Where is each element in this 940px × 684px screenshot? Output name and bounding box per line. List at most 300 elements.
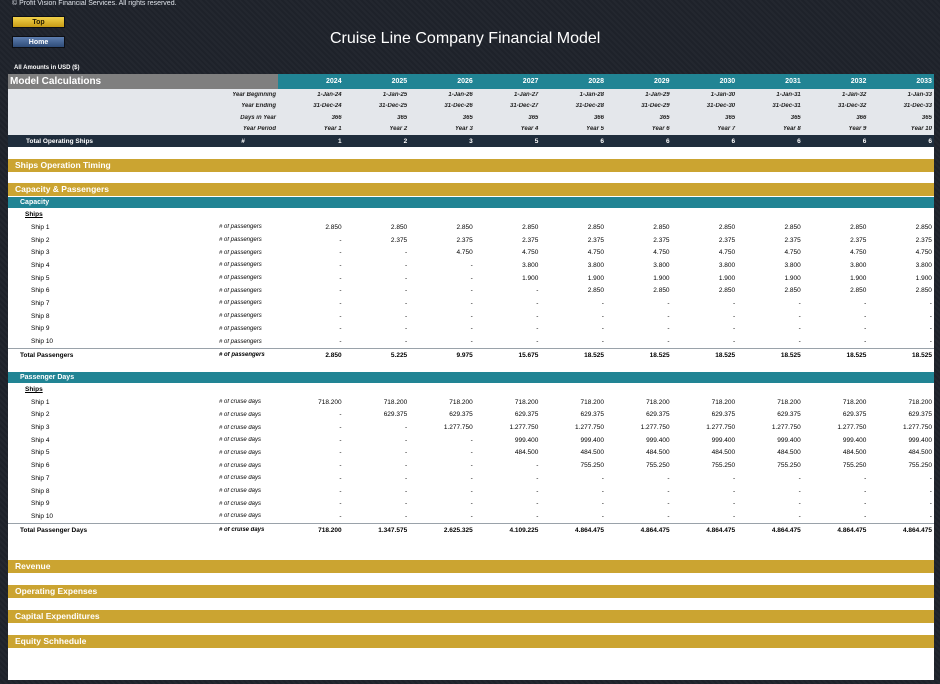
cell: -: [339, 512, 342, 520]
cell: 3.800: [587, 261, 604, 269]
cell: -: [536, 462, 539, 470]
unit-label: # of cruise days: [219, 488, 262, 495]
cell: 755.250: [842, 462, 867, 470]
cell: -: [536, 287, 539, 295]
cell: 629.375: [777, 411, 801, 419]
cell: 1.900: [653, 274, 670, 282]
ship-name: Ship 1: [31, 223, 50, 231]
cell: 18.525: [649, 351, 670, 359]
cell: -: [339, 500, 342, 508]
cell: 1.900: [850, 274, 867, 282]
cell: 2.375: [587, 236, 604, 244]
cell: -: [339, 338, 342, 346]
year-header: 2031: [737, 74, 803, 89]
cell: 3.800: [784, 261, 801, 269]
cell: -: [339, 299, 342, 307]
cell: 2.850: [653, 287, 670, 295]
cell: 31-Dec-30: [706, 103, 736, 110]
cell: -: [470, 449, 473, 457]
cell: 1-Jan-33: [907, 91, 932, 98]
row-label: Year Ending: [241, 103, 276, 110]
cell: 999.400: [842, 436, 867, 444]
cell: 1.277.750: [575, 424, 604, 432]
cell: -: [470, 287, 473, 295]
cell: 18.525: [584, 351, 604, 359]
cell: 6: [665, 137, 670, 145]
cell: Year 5: [586, 126, 604, 133]
cell: 6: [731, 137, 736, 145]
cell: -: [864, 512, 867, 520]
cell: -: [405, 274, 408, 282]
cell: 755.250: [580, 462, 604, 470]
cell: -: [864, 487, 867, 495]
year-header: 2028: [540, 74, 606, 89]
cell: 4.750: [784, 249, 801, 257]
row-label: Year Beginning: [232, 91, 276, 98]
cell: 1-Jan-25: [382, 91, 408, 98]
spreadsheet-area: [8, 74, 934, 680]
cell: 629.375: [514, 411, 539, 419]
cell: -: [536, 338, 539, 346]
cell: 629.375: [646, 411, 670, 419]
cell: -: [339, 436, 342, 444]
cell: -: [405, 261, 408, 269]
cell: -: [864, 500, 867, 508]
cell: Year 7: [717, 126, 736, 133]
cell: Year 8: [782, 126, 801, 133]
table-row: [8, 485, 934, 498]
cell: 365: [397, 114, 408, 121]
cell: -: [470, 312, 473, 320]
cell: -: [339, 474, 342, 482]
cell: 2: [403, 137, 408, 145]
cell: -: [667, 312, 670, 320]
cell: 366: [331, 114, 342, 121]
cell: -: [405, 325, 408, 333]
cell: 1.277.750: [837, 424, 867, 432]
cell: 718.200: [908, 398, 932, 406]
cell: -: [536, 325, 539, 333]
cell: 6: [600, 137, 604, 145]
cell: 2.850: [784, 223, 801, 231]
cell: -: [929, 474, 932, 482]
cell: 6: [862, 137, 867, 145]
cell: -: [405, 436, 408, 444]
cell: 2.375: [456, 236, 473, 244]
cell: 484.500: [580, 449, 604, 457]
unit-label: # of cruise days: [219, 411, 262, 418]
table-row: [8, 447, 934, 460]
table-row: [8, 472, 934, 485]
cell: 999.400: [711, 436, 736, 444]
cell: 4.864.475: [837, 526, 867, 534]
cell: -: [732, 299, 736, 307]
table-row: [8, 421, 934, 434]
section-capital-expenditures[interactable]: Capital Expenditures: [8, 610, 934, 623]
table-row: [8, 259, 934, 272]
year-header: 2030: [672, 74, 738, 89]
cell: -: [405, 312, 408, 320]
timeline-row: [8, 112, 934, 124]
cell: 2.850: [718, 287, 736, 295]
unit-label: # of passengers: [219, 262, 262, 269]
cell: -: [864, 299, 867, 307]
cell: -: [929, 312, 932, 320]
cell: 15.675: [518, 351, 539, 359]
cell: 6: [797, 137, 801, 145]
cell: -: [536, 500, 539, 508]
cell: 4.864.475: [640, 526, 670, 534]
ship-name: Ship 3: [31, 249, 50, 257]
section-capacity-passengers[interactable]: Capacity & Passengers: [8, 183, 934, 196]
cell: 4.864.475: [575, 526, 604, 534]
cell: 3.800: [718, 261, 736, 269]
unit-label: #: [241, 137, 245, 145]
cell: 2.850: [850, 223, 867, 231]
cell: -: [929, 512, 932, 520]
table-row: [8, 246, 934, 259]
cell: -: [339, 424, 342, 432]
cell: -: [601, 325, 604, 333]
unit-label: # of passengers: [219, 287, 262, 294]
cell: -: [339, 287, 342, 295]
cell: 629.375: [383, 411, 408, 419]
ship-name: Ship 4: [31, 261, 50, 269]
year-header: 2033: [868, 74, 934, 89]
cell: -: [667, 487, 670, 495]
cell: 1.277.750: [509, 424, 539, 432]
cell: -: [339, 249, 342, 257]
cell: 31-Dec-26: [444, 103, 473, 110]
cell: 1.900: [915, 274, 932, 282]
cell: -: [339, 449, 342, 457]
cell: 3.800: [522, 261, 539, 269]
cell: 9.975: [456, 351, 473, 359]
cell: 2.375: [915, 236, 932, 244]
cell: -: [470, 299, 473, 307]
cell: 629.375: [711, 411, 736, 419]
ships-label: Ships: [25, 385, 43, 393]
cell: 1.347.575: [378, 526, 408, 534]
cell: 2.375: [850, 236, 867, 244]
unit-label: # of cruise days: [219, 462, 262, 469]
cell: 1-Jan-24: [317, 91, 342, 98]
cell: -: [470, 325, 473, 333]
cell: 4.750: [718, 249, 736, 257]
row-label: Total Passenger Days: [20, 526, 88, 534]
cell: -: [798, 325, 801, 333]
cell: 31-Dec-32: [837, 103, 867, 110]
cell: 1-Jan-31: [776, 91, 801, 98]
cell: 4.864.475: [903, 526, 932, 534]
cell: 4.750: [653, 249, 670, 257]
cell: 2.850: [915, 287, 932, 295]
cell: 629.375: [449, 411, 473, 419]
cell: -: [732, 312, 736, 320]
cell: 6: [928, 137, 932, 145]
cell: 4.750: [915, 249, 932, 257]
unit-label: # of passengers: [219, 249, 262, 256]
top-button[interactable]: Top: [12, 16, 65, 28]
cell: 755.250: [711, 462, 736, 470]
ships-label: Ships: [25, 211, 43, 218]
cell: 2.850: [456, 223, 473, 231]
cell: -: [405, 338, 408, 346]
ship-name: Ship 2: [31, 411, 50, 419]
timeline-row: [8, 124, 934, 136]
table-row: [8, 510, 934, 523]
unit-label: # of cruise days: [219, 513, 262, 520]
cell: 1.900: [718, 274, 736, 282]
ship-name: Ship 3: [31, 424, 50, 432]
cell: 31-Dec-33: [903, 103, 932, 110]
cell: 3.800: [653, 261, 670, 269]
cell: 2.375: [784, 236, 801, 244]
cell: 999.400: [580, 436, 604, 444]
cell: 999.400: [646, 436, 670, 444]
cell: 484.500: [646, 449, 670, 457]
cell: -: [667, 299, 670, 307]
cell: 484.500: [842, 449, 867, 457]
cell: -: [405, 500, 408, 508]
cell: 18.525: [846, 351, 867, 359]
cell: Year 10: [910, 126, 932, 133]
cell: 1.277.750: [771, 424, 801, 432]
cell: -: [667, 325, 670, 333]
cell: 718.200: [383, 398, 408, 406]
cell: -: [470, 487, 473, 495]
unit-label: # of passengers: [219, 338, 262, 345]
cell: -: [339, 487, 342, 495]
cell: -: [864, 338, 867, 346]
table-row: [8, 234, 934, 247]
cell: 365: [921, 114, 932, 121]
model-calculations-title: Model Calculations: [8, 74, 278, 89]
cell: 1.900: [522, 274, 539, 282]
ship-name: Ship 1: [31, 398, 50, 406]
cell: 1-Jan-26: [448, 91, 473, 98]
cell: 1.277.750: [443, 424, 473, 432]
cell: -: [732, 325, 736, 333]
cell: -: [470, 436, 473, 444]
cell: -: [601, 338, 604, 346]
row-label: Year Period: [242, 126, 276, 133]
cell: 629.375: [908, 411, 932, 419]
cell: 4.864.475: [706, 526, 736, 534]
cell: -: [470, 261, 473, 269]
ship-name: Ship 8: [31, 487, 50, 495]
unit-label: # of passengers: [219, 352, 265, 359]
cell: 4.750: [456, 249, 473, 257]
cell: 1-Jan-30: [710, 91, 736, 98]
cell: 4.750: [587, 249, 604, 257]
cell: -: [470, 512, 473, 520]
cell: 2.850: [587, 223, 604, 231]
cell: 718.200: [777, 398, 801, 406]
year-header-row: [8, 74, 934, 89]
unit-label: # of passengers: [219, 237, 262, 244]
cell: -: [536, 474, 539, 482]
cell: -: [405, 474, 408, 482]
cell: -: [405, 462, 408, 470]
cell: -: [405, 424, 408, 432]
year-header: 2024: [278, 74, 344, 89]
cell: -: [601, 312, 604, 320]
cell: 2.850: [325, 351, 342, 359]
table-row: [8, 409, 934, 422]
cell: 1-Jan-29: [645, 91, 670, 98]
cell: 1-Jan-28: [579, 91, 604, 98]
cell: 718.200: [711, 398, 736, 406]
cell: 2.850: [718, 223, 736, 231]
year-header: 2026: [409, 74, 475, 89]
cell: 2.850: [915, 223, 932, 231]
cell: 2.375: [390, 236, 408, 244]
cell: -: [339, 411, 342, 419]
cell: 2.850: [850, 287, 867, 295]
year-header: 2025: [344, 74, 410, 89]
subsection-passenger-days: Passenger Days: [8, 372, 934, 383]
cell: 999.400: [908, 436, 932, 444]
cell: -: [405, 299, 408, 307]
cell: 366: [856, 114, 867, 121]
cell: -: [864, 325, 867, 333]
cell: -: [536, 512, 539, 520]
cell: -: [339, 325, 342, 333]
cell: -: [470, 338, 473, 346]
ship-name: Ship 2: [31, 236, 50, 244]
cell: Year 4: [520, 126, 539, 133]
unit-label: # of passengers: [219, 224, 262, 231]
cell: -: [405, 487, 408, 495]
cell: -: [536, 312, 539, 320]
cell: -: [929, 338, 932, 346]
unit-label: # of cruise days: [219, 449, 262, 456]
cell: -: [667, 512, 670, 520]
cell: -: [470, 474, 473, 482]
copyright-notice: © Profit Vision Financial Services. All rights reserved.: [12, 0, 177, 7]
cell: 365: [659, 114, 670, 121]
cell: Year 6: [651, 126, 670, 133]
cell: -: [798, 500, 801, 508]
cell: 755.250: [646, 462, 670, 470]
cell: -: [732, 338, 736, 346]
ship-name: Ship 9: [31, 325, 50, 333]
cell: 2.850: [653, 223, 670, 231]
cell: -: [339, 274, 342, 282]
cell: -: [732, 474, 736, 482]
cell: 718.200: [318, 526, 342, 534]
subsection-capacity: Capacity: [8, 197, 934, 208]
cell: -: [929, 299, 932, 307]
cell: -: [339, 462, 342, 470]
cell: 755.250: [908, 462, 932, 470]
table-row: [8, 284, 934, 297]
cell: -: [339, 261, 342, 269]
cell: 718.200: [842, 398, 867, 406]
cell: 31-Dec-31: [772, 103, 801, 110]
cell: Year 9: [848, 126, 867, 133]
cell: 1-Jan-27: [514, 91, 539, 98]
cell: -: [929, 500, 932, 508]
cell: 18.525: [715, 351, 736, 359]
cell: 718.200: [449, 398, 473, 406]
cell: Year 2: [389, 126, 408, 133]
cell: 5: [534, 137, 539, 145]
section-equity-schedule[interactable]: Equity Schhedule: [8, 635, 934, 648]
cell: 2.375: [718, 236, 736, 244]
cell: Year 1: [323, 126, 342, 133]
ship-name: Ship 7: [31, 474, 50, 482]
table-row: [8, 221, 934, 234]
page-title: Cruise Line Company Financial Model: [330, 30, 601, 47]
ship-name: Ship 8: [31, 312, 50, 320]
cell: -: [798, 338, 801, 346]
section-ships-operation-timing[interactable]: Ships Operation Timing: [8, 159, 934, 172]
table-row: [8, 434, 934, 447]
home-button[interactable]: Home: [12, 36, 65, 48]
cell: -: [667, 474, 670, 482]
unit-label: # of cruise days: [219, 437, 262, 444]
year-header: 2029: [606, 74, 672, 89]
cell: 4.750: [522, 249, 539, 257]
cell: 365: [462, 114, 473, 121]
cell: 365: [528, 114, 539, 121]
cell: -: [601, 487, 604, 495]
total-passengers-row: [8, 348, 934, 362]
cell: -: [601, 512, 604, 520]
cell: 629.375: [842, 411, 867, 419]
table-row: [8, 297, 934, 310]
timeline-row: [8, 89, 934, 101]
cell: 2.850: [587, 287, 604, 295]
section-revenue[interactable]: Revenue: [8, 560, 934, 573]
cell: -: [864, 474, 867, 482]
cell: -: [601, 474, 604, 482]
unit-label: # of passengers: [219, 313, 262, 320]
cell: 31-Dec-29: [641, 103, 670, 110]
cell: 1-Jan-32: [841, 91, 867, 98]
cell: 2.625.325: [443, 526, 473, 534]
cell: -: [929, 487, 932, 495]
cell: -: [536, 487, 539, 495]
cell: 31-Dec-24: [313, 103, 342, 110]
cell: -: [601, 500, 604, 508]
cell: -: [732, 512, 736, 520]
cell: 718.200: [580, 398, 604, 406]
cell: 999.400: [514, 436, 539, 444]
ship-name: Ship 4: [31, 436, 50, 444]
unit-label: # of passengers: [219, 300, 262, 307]
cell: 4.864.475: [771, 526, 801, 534]
ship-name: Ship 9: [31, 500, 50, 508]
section-operating-expenses[interactable]: Operating Expenses: [8, 585, 934, 598]
cell: -: [339, 312, 342, 320]
cell: 4.750: [850, 249, 867, 257]
ship-name: Ship 5: [31, 274, 50, 282]
total-operating-ships-row: [8, 135, 934, 147]
table-row: [8, 335, 934, 348]
cell: -: [405, 449, 408, 457]
cell: 5.225: [390, 351, 408, 359]
cell: 718.200: [514, 398, 539, 406]
cell: 2.850: [522, 223, 539, 231]
unit-label: # of cruise days: [219, 475, 262, 482]
cell: 1: [337, 137, 342, 145]
cell: 484.500: [908, 449, 932, 457]
row-label: Days in Year: [240, 114, 276, 121]
cell: 18.525: [912, 351, 932, 359]
